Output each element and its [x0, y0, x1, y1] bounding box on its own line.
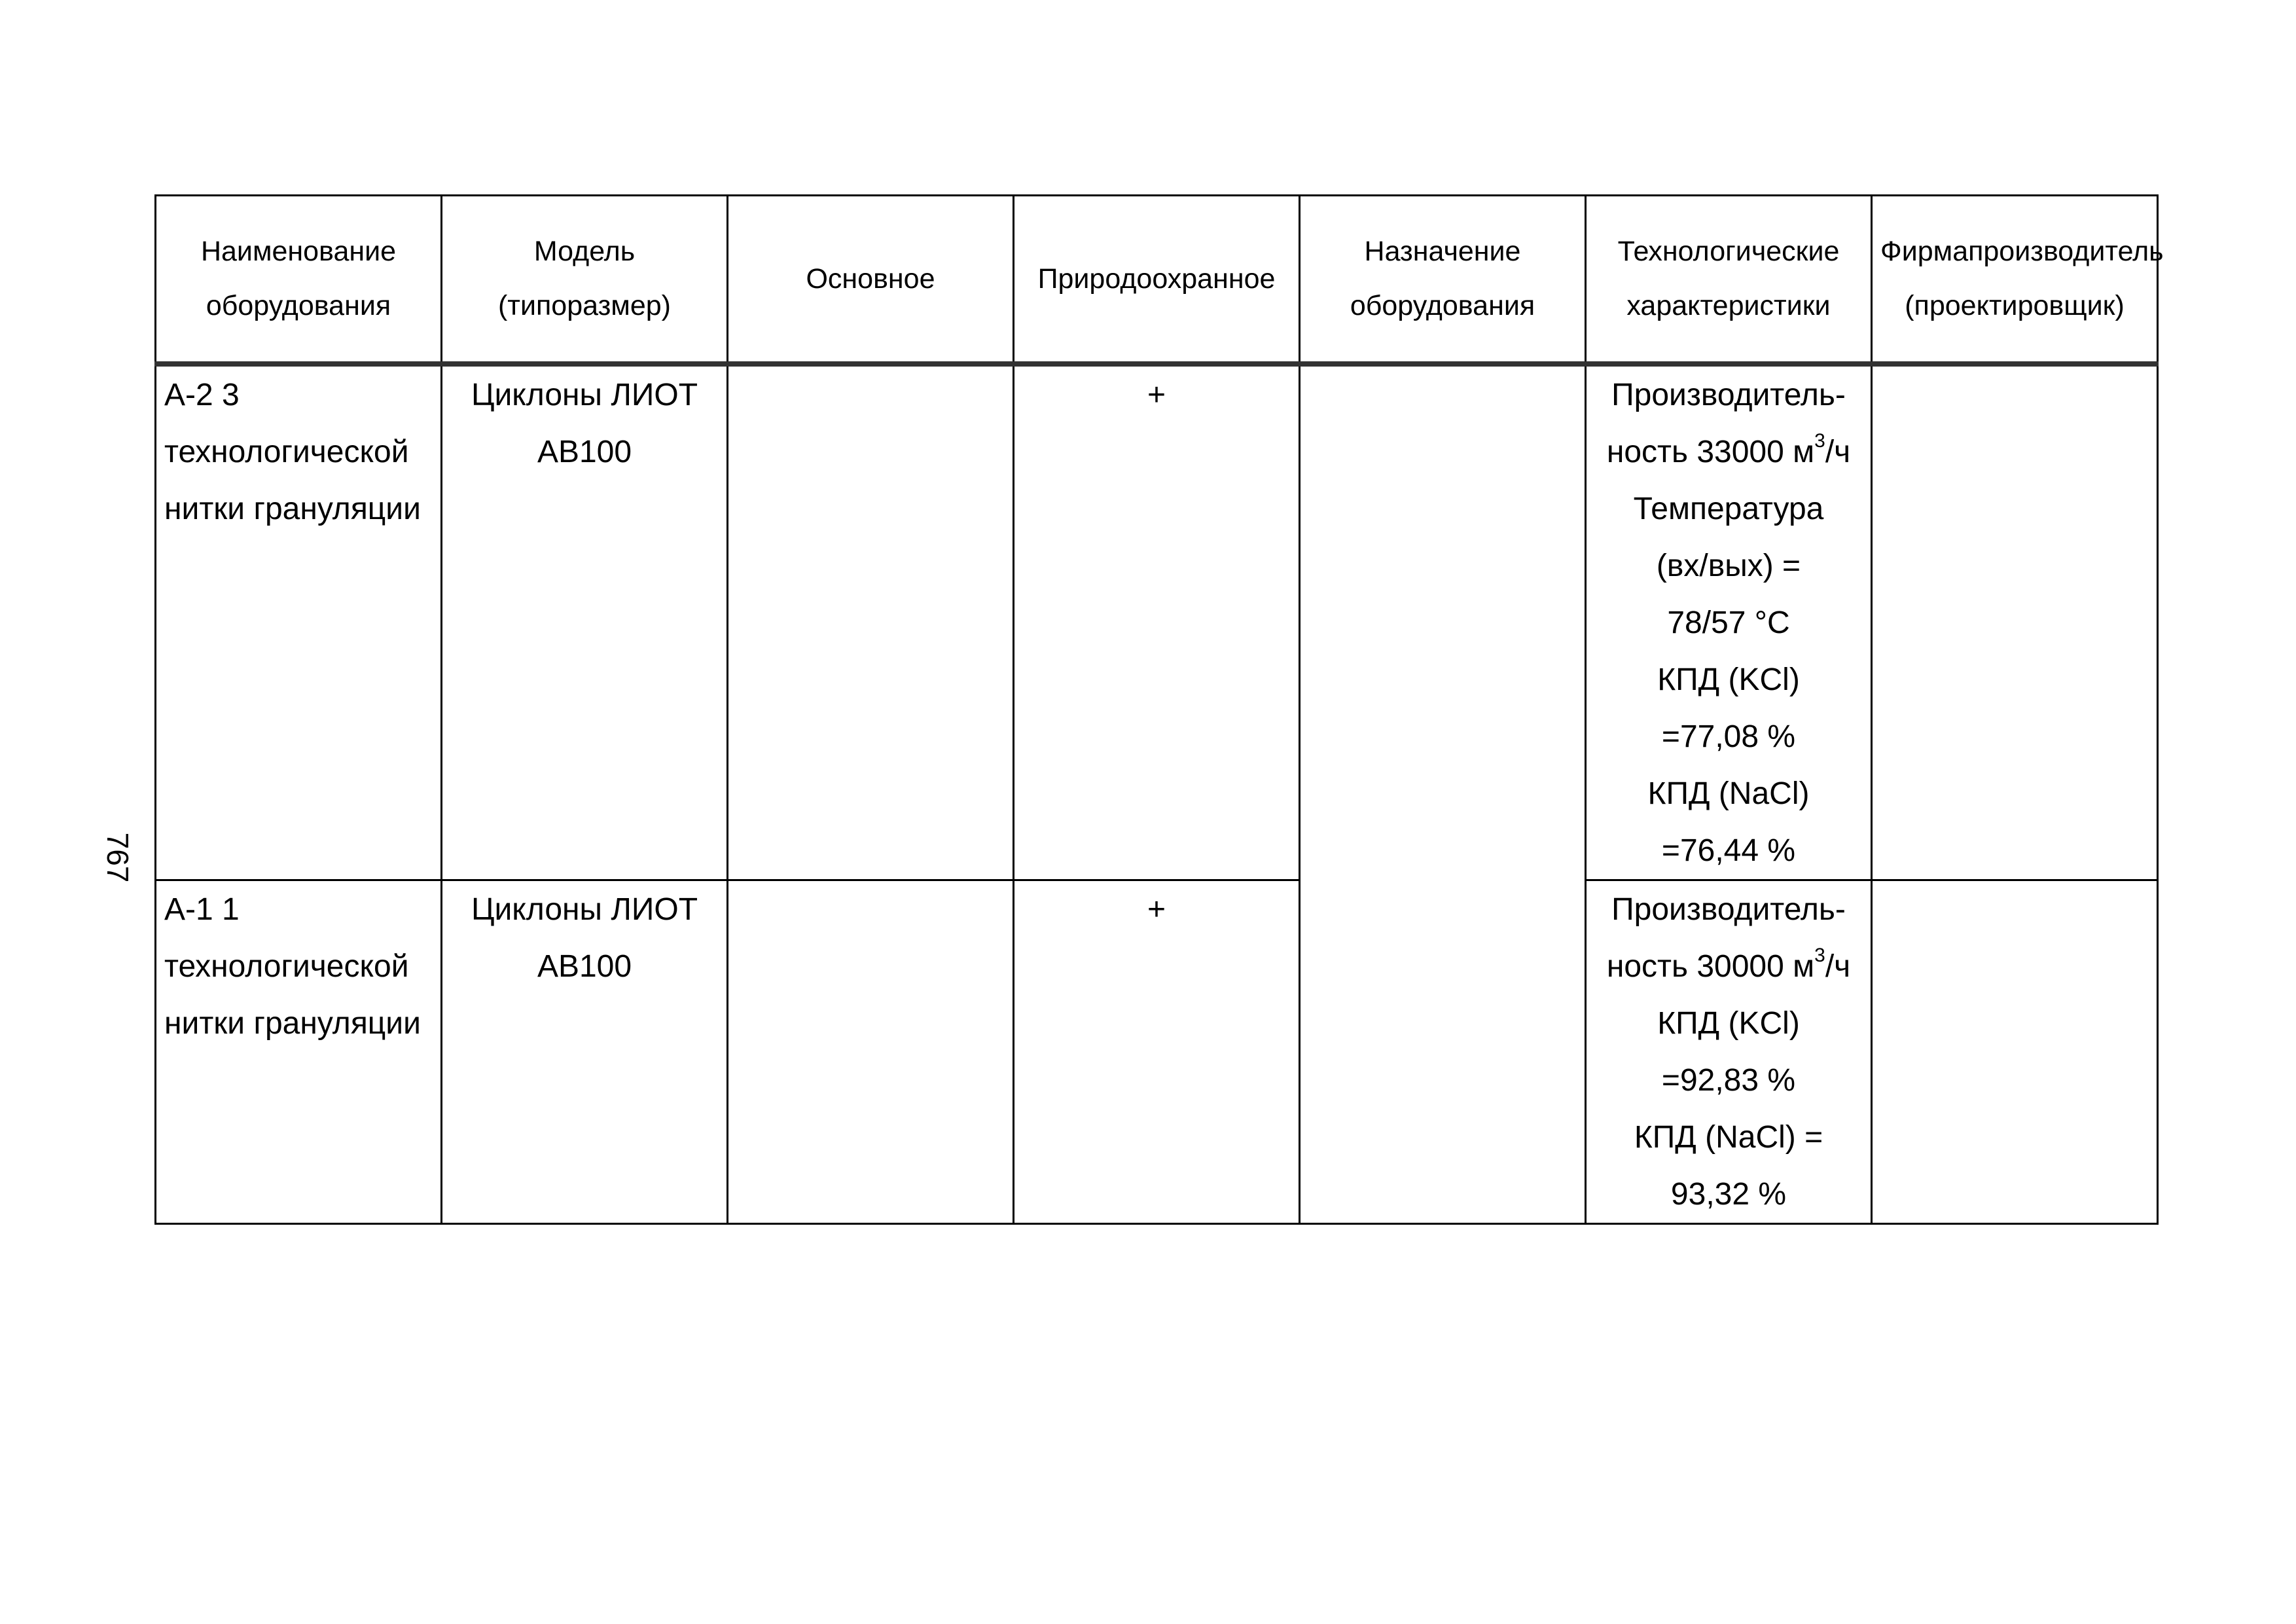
characteristic-line: (вх/вых) =: [1656, 549, 1801, 583]
header-purpose: Назначение оборудования: [1300, 196, 1586, 365]
environmental-cell: +: [1014, 880, 1300, 1224]
main-cell: [728, 364, 1014, 880]
characteristic-line: 93,32 %: [1670, 1177, 1787, 1212]
characteristic-line: 78/57 °С: [1667, 605, 1790, 640]
characteristic-line: Производитель-: [1611, 378, 1846, 412]
equipment-name-cell: А-2 3 технологической нитки грануляции: [156, 364, 442, 880]
characteristic-line: КПД (KCl): [1657, 662, 1800, 697]
table-row: [156, 364, 2158, 880]
model-cell: Циклоны ЛИОТ АВ100: [442, 364, 728, 880]
characteristic-line: КПД (NaCl): [1647, 776, 1810, 811]
characteristic-line: Производитель-: [1611, 892, 1846, 927]
equipment-table: [154, 194, 2164, 1225]
characteristic-line: =92,83 %: [1661, 1063, 1796, 1098]
characteristic-line: КПД (NaCl) =: [1634, 1120, 1823, 1155]
header-environmental: Природоохранное: [1014, 196, 1300, 365]
characteristic-line: =77,08 %: [1661, 719, 1796, 754]
main-cell: [728, 880, 1014, 1224]
characteristic-line: =76,44 %: [1661, 833, 1796, 868]
characteristic-line: Температура: [1633, 492, 1824, 526]
characteristic-line: ность 33000 $м^3/ч$: [1606, 430, 1851, 469]
header-model: Модель (типоразмер): [442, 196, 728, 365]
characteristic-line: ность 30000 $м^3/ч$: [1606, 945, 1851, 984]
manufacturer-cell: [1872, 880, 2158, 1224]
header-equipment-name: Наименование оборудования: [156, 196, 442, 365]
environmental-cell: +: [1014, 364, 1300, 880]
manufacturer-cell: [1872, 364, 2158, 880]
table-header-row: [156, 196, 2158, 365]
purpose-cell: [1300, 364, 1586, 1224]
header-manufacturer: Фирмапроизводитель (проектировщик): [1872, 196, 2158, 365]
equipment-name-cell: А-1 1 технологической нитки грануляции: [156, 880, 442, 1224]
characteristic-line: КПД (KCl): [1657, 1006, 1800, 1041]
characteristics-cell: [1586, 364, 1872, 880]
page-number: 767: [101, 832, 135, 883]
header-main: Основное: [728, 196, 1014, 365]
table-row: [156, 880, 2158, 1224]
model-cell: Циклоны ЛИОТ АВ100: [442, 880, 728, 1224]
characteristics-cell: [1586, 880, 1872, 1224]
header-characteristics: Технологические характеристики: [1586, 196, 1872, 365]
